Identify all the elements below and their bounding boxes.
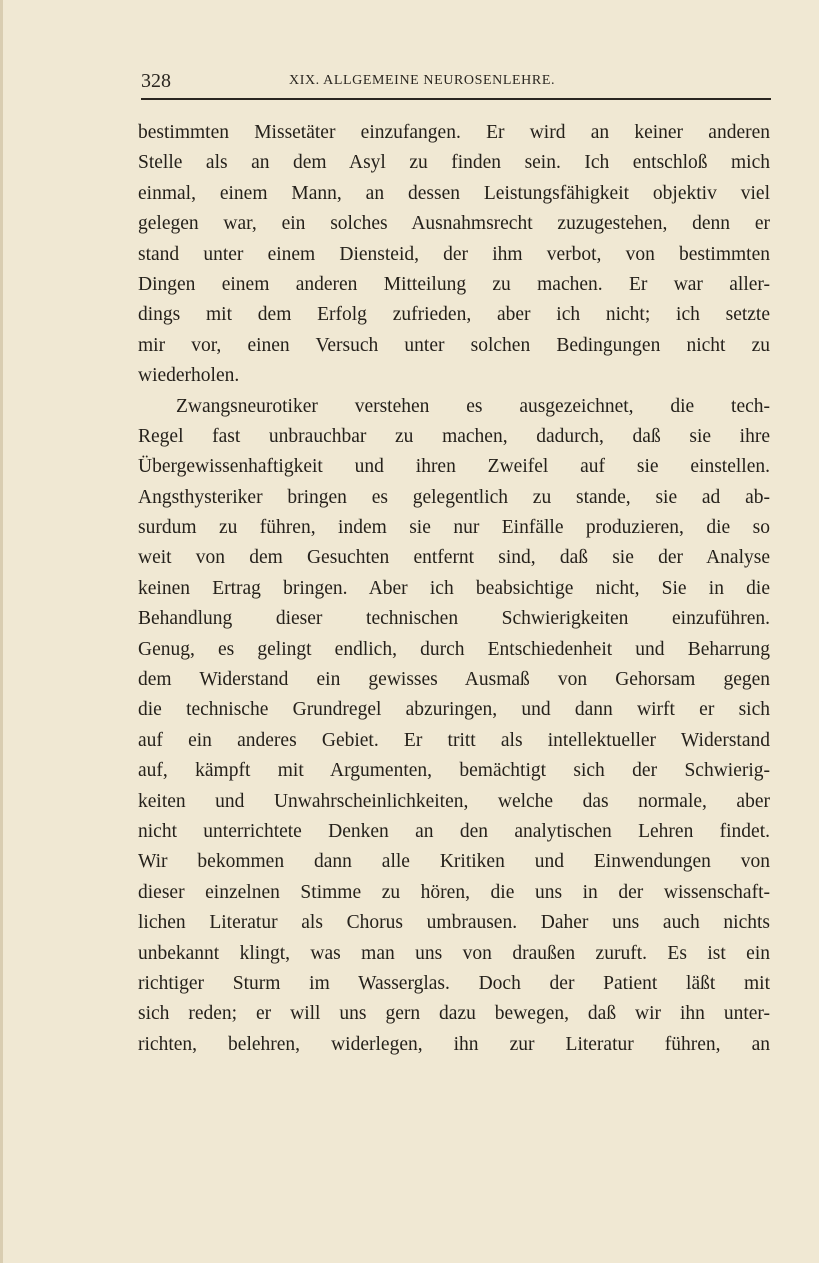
text-line: wiederholen.	[138, 365, 240, 387]
text-line: sich reden; er will uns gern dazu bewegen, daß wir ihn unter-	[138, 1003, 770, 1025]
text-line: keiten und Unwahrscheinlichkeiten, welche das normale, aber	[138, 790, 770, 812]
text-line: mir vor, einen Versuch unter solchen Bedingungen nicht zu	[138, 334, 770, 356]
text-line: Stelle als an dem Asyl zu finden sein. Ich entschloß mich	[138, 152, 770, 174]
text-line: surdum zu führen, indem sie nur Einfälle produzieren, die so	[138, 517, 770, 539]
paragraph-2	[138, 392, 770, 1061]
text-line: Genug, es gelingt endlich, durch Entschiedenheit und Beharrung	[138, 638, 770, 660]
text-line: die technische Grundregel abzuringen, und dann wirft er sich	[138, 699, 770, 721]
text-line: Wir bekommen dann alle Kritiken und Einwendungen von	[138, 851, 770, 873]
text-line: dieser einzelnen Stimme zu hören, die uns in der wissenschaft-	[138, 881, 770, 903]
text-line: richtiger Sturm im Wasserglas. Doch der Patient läßt mit	[138, 972, 770, 994]
text-line: keinen Ertrag bringen. Aber ich beabsichtige nicht, Sie in die	[138, 577, 770, 599]
paragraph-1	[138, 118, 770, 392]
text-line: lichen Literatur als Chorus umbrausen. Daher uns auch nichts	[138, 912, 770, 934]
text-line: auf ein anderes Gebiet. Er tritt als intellektueller Widerstand	[138, 729, 770, 751]
text-line: Angsthysteriker bringen es gelegentlich zu stande, sie ad ab-	[138, 486, 770, 508]
text-line: Dingen einem anderen Mitteilung zu machen. Er war aller-	[138, 273, 770, 295]
text-line: Regel fast unbrauchbar zu machen, dadurch, daß sie ihre	[138, 425, 770, 447]
text-line: Behandlung dieser technischen Schwierigkeiten einzuführen.	[138, 608, 770, 630]
text-line: einmal, einem Mann, an dessen Leistungsfähigkeit objektiv viel	[138, 182, 770, 204]
page-header	[141, 70, 771, 100]
text-line: bestimmten Missetäter einzufangen. Er wird an keiner anderen	[138, 122, 770, 143]
text-line: richten, belehren, widerlegen, ihn zur Literatur führen, an	[138, 1033, 770, 1055]
text-line: unbekannt klingt, was man uns von draußen zuruft. Es ist ein	[138, 942, 770, 964]
text-line: Zwangsneurotiker verstehen es ausgezeichnet, die tech-	[176, 395, 770, 417]
page-number: 328	[141, 70, 171, 92]
text-line: dings mit dem Erfolg zufrieden, aber ich nicht; ich setzte	[138, 304, 770, 326]
text-line: weit von dem Gesuchten entfernt sind, daß sie der Analyse	[138, 547, 770, 569]
text-line: gelegen war, ein solches Ausnahmsrecht zuzugestehen, denn er	[138, 213, 770, 235]
header-rule	[141, 98, 771, 100]
running-head: XIX. ALLGEMEINE NEUROSENLEHRE.	[289, 73, 556, 88]
text-line: nicht unterrichtete Denken an den analytischen Lehren findet.	[138, 820, 770, 842]
body-text	[138, 118, 770, 1060]
text-line: dem Widerstand ein gewisses Ausmaß von Gehorsam gegen	[138, 669, 770, 691]
text-line: auf, kämpft mit Argumenten, bemächtigt sich der Schwierig-	[138, 760, 770, 782]
text-line: Übergewissenhaftigkeit und ihren Zweifel auf sie einstellen.	[138, 456, 770, 478]
text-line: stand unter einem Diensteid, der ihm verbot, von bestimmten	[138, 243, 770, 265]
